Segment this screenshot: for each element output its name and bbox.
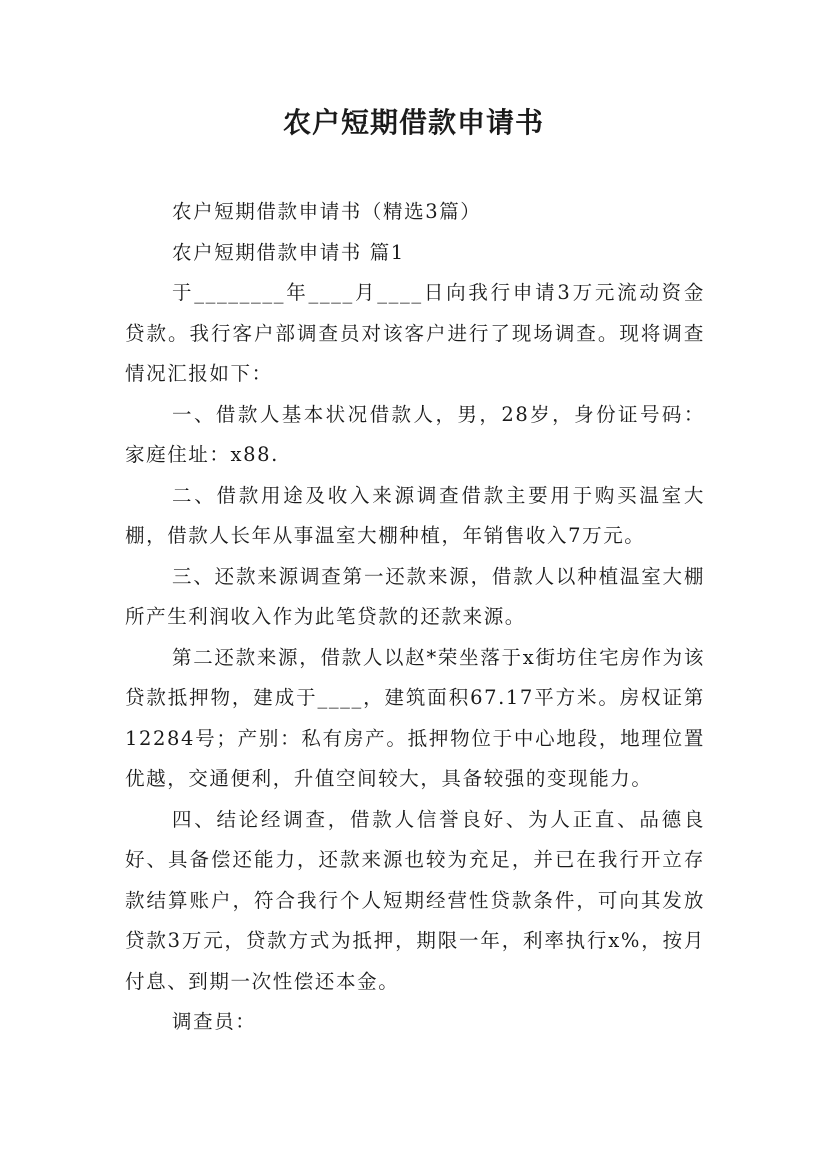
section-heading-paragraph: 农户短期借款申请书 篇1 — [172, 240, 405, 264]
intro-paragraph: 于________年____月____日向我行申请3万元流动资金贷款。我行客户部调查员对该客户进行了现场调查。现将调查情况汇报如下： — [125, 281, 705, 385]
document-body — [125, 192, 705, 1043]
subtitle-paragraph: 农户短期借款申请书（精选3篇） — [172, 200, 482, 223]
conclusion-paragraph: 四、结论经调查，借款人信誉良好、为人正直、品德良好、具备偿还能力，还款来源也较为充足，并已在我行开立存款结算账户，符合我行个人短期经营性贷款条件，可向其发放贷款3万元，贷款方式为抵押，期限一年，利率执行x%，按月付息、到期一次性偿还本金。 — [125, 807, 705, 993]
document-title: 农户短期借款申请书 — [282, 106, 544, 139]
second-repayment-paragraph: 第二还款来源，借款人以赵*荣坐落于x街坊住宅房作为该贷款抵押物，建成于____，建筑面积67.17平方米。房权证第12284号；产别：私有房产。抵押物位于中心地段，地理位置优越，交通便利，升值空间较大，具备较强的变现能力。 — [125, 645, 705, 790]
first-repayment-paragraph: 三、还款来源调查第一还款来源，借款人以种植温室大棚所产生利润收入作为此笔贷款的还款来源。 — [125, 564, 705, 628]
investigator-paragraph: 调查员： — [172, 1010, 257, 1033]
loan-purpose-paragraph: 二、借款用途及收入来源调查借款主要用于购买温室大棚，借款人长年从事温室大棚种植，年销售收入7万元。 — [125, 483, 705, 547]
basic-info-paragraph: 一、借款人基本状况借款人，男，28岁，身份证号码：家庭住址：x88. — [125, 402, 705, 466]
